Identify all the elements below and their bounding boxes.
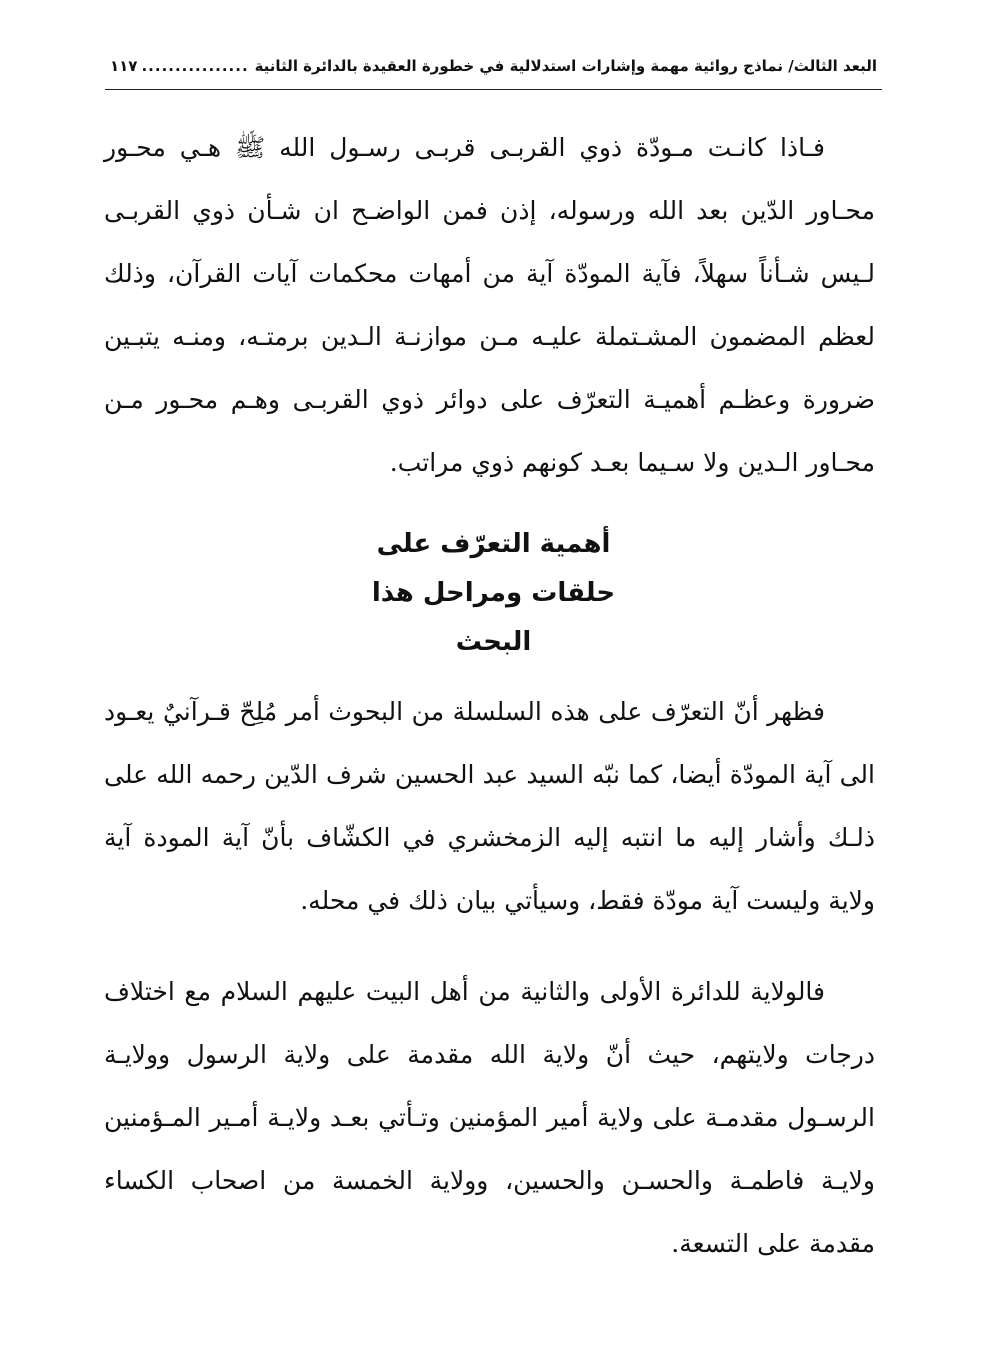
heading-line-2: حلقات ومراحل هذا (371, 578, 616, 608)
paragraph-2: فظهر أنّ التعرّف على هذه السلسلة من البحوث أمر مُلِحّ قـرآنيٌ يعـود الى آية المودّة أيضا، كما نبّه السيد عبد الحسين شرف الدّين رحمه الله على ذلـك وأشار إليه ما انتبه إليه الزمخشري في الكشّاف بأنّ آية المودة آية ولاية وليست آية مودّة فقط، وسيأتي بيان ذلك في محله. (104, 697, 875, 915)
paragraph-block-2 (104, 680, 875, 932)
heading-line-3: البحث (455, 627, 532, 657)
paragraph-block-1 (104, 116, 875, 494)
section-heading (0, 520, 987, 667)
paragraph-3: فالولاية للدائرة الأولى والثانية من أهل البيت عليهم السلام مع اختلاف درجات ولايتهم، حيث أنّ ولاية الله مقدمة على ولاية الرسول وولايـة الرسـول مقدمـة على ولاية أمير المؤمنين وتـأتي بعـد ولايـة أمـير المـؤمنين ولايـة فاطمـة والحسـن والحسين، وولاية الخمسة من اصحاب الكساء مقدمة على التسعة. (104, 977, 875, 1258)
running-header (110, 50, 877, 82)
heading-line-1: أهمية التعرّف على (376, 529, 611, 559)
paragraph-block-3 (104, 960, 875, 1275)
header-rule (105, 89, 882, 90)
header-title: البعد الثالث/ نماذج روائية مهمة وإشارات استدلالية في خطورة العقيدة بالدائرة الثانية (254, 57, 877, 75)
paragraph-1: فـاذا كانـت مـودّة ذوي القربـى قربـى رسـول الله ﷺ هـي محـور محـاور الدّين بعد الله ورسوله، إذن فمن الواضـح ان شـأن ذوي القربـى لـيس شـأناً سهلاً، فآية المودّة آية من أمهات محكمات آيات القرآن، وذلك لعظم المضمون المشـتملة عليـه مـن موازنـة الـدين برمتـه، ومنـه يتبـين ضرورة وعظـم أهميـة التعرّف على دوائر ذوي القربـى وهـم محـور مـن محـاور الـدين ولا سـيما بعـد كونهم ذوي مراتب. (104, 133, 875, 477)
page-number: ١١٧ (110, 57, 138, 75)
header-leader-dots: ................ (141, 57, 249, 75)
